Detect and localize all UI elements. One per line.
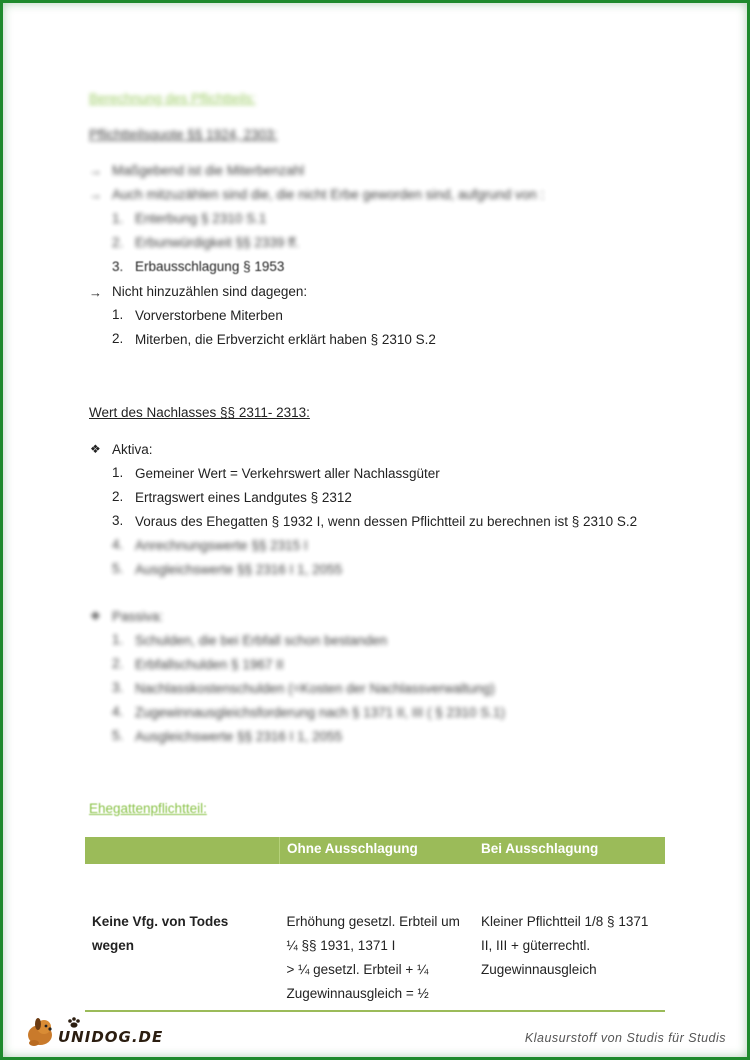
diamond-bullet-icon: ❖ <box>90 442 101 456</box>
cell-line: Zugewinnausgleich = ½ <box>286 986 429 1001</box>
aktiva-item: Voraus des Ehegatten § 1932 I, wenn dessen Pflichtteil zu berechnen ist § 2310 S.2 <box>135 514 638 529</box>
berechnung-heading: Berechnung des Pflichtteils: <box>89 91 256 106</box>
list-number: 2. <box>112 656 124 671</box>
aktiva-item: Ertragswert eines Landgutes § 2312 <box>135 490 352 505</box>
list-number: 3. <box>112 259 124 274</box>
passiva-item: Zugewinnausgleichsforderung nach § 1371 II, III ( § 2310 S.1) <box>135 705 505 720</box>
table-cell-ohne <box>280 864 475 1011</box>
row-label: Keine Vfg. von Todes wegen <box>92 914 229 953</box>
arrow-icon: → <box>89 163 102 178</box>
list-item: Vorverstorbene Miterben <box>135 308 283 323</box>
arrow-item-3: Nicht hinzuzählen sind dagegen: <box>112 284 308 299</box>
list-number: 2. <box>112 331 124 346</box>
list-number: 1. <box>112 465 124 480</box>
diamond-bullet-icon: ❖ <box>90 609 101 623</box>
table-cell-bei <box>474 864 665 1011</box>
table-header-cell <box>85 837 280 864</box>
list-number: 1. <box>112 211 124 226</box>
passiva-item: Nachlasskostenschulden (=Kosten der Nachlassverwaltung) <box>135 681 495 696</box>
list-number: 4. <box>112 537 124 552</box>
table-header-cell: Bei Ausschlagung <box>474 837 665 864</box>
arrow-item-2: Auch mitzuzählen sind die, die nicht Erbe geworden sind, aufgrund von : <box>112 187 545 202</box>
list-number: 1. <box>112 632 124 647</box>
cell-line: ¼ §§ 1931, 1371 I <box>286 938 396 953</box>
list-number: 2. <box>112 235 124 250</box>
passiva-item: Erbfallschulden § 1967 II <box>135 657 284 672</box>
cell-line: Kleiner Pflichtteil 1/8 § 1371 <box>481 914 649 929</box>
cell-line: Zugewinnausgleich <box>481 962 597 977</box>
table-row <box>85 864 665 1011</box>
cell-line: Erhöhung gesetzl. Erbteil um <box>286 914 460 929</box>
list-number: 5. <box>112 561 124 576</box>
quote-heading: Pflichtteilsquote §§ 1924, 2303: <box>89 127 278 142</box>
logo-text: UNIDOG.DE <box>58 1028 164 1046</box>
pflichtteil-table <box>85 837 665 1012</box>
list-item: Miterben, die Erbverzicht erklärt haben § 2310 S.2 <box>135 332 436 347</box>
list-number: 2. <box>112 489 124 504</box>
cell-line: > ¼ gesetzl. Erbteil + ¼ <box>286 962 429 977</box>
list-number: 1. <box>112 307 124 322</box>
passiva-item: Schulden, die bei Erbfall schon bestanden <box>135 633 388 648</box>
aktiva-item: Ausgleichswerte §§ 2316 I 1, 2055 <box>135 562 343 577</box>
table-header-row <box>85 837 665 864</box>
passiva-item: Ausgleichswerte §§ 2316 I 1, 2055 <box>135 729 343 744</box>
list-number: 4. <box>112 704 124 719</box>
arrow-icon: → <box>89 285 102 300</box>
list-item: Erbunwürdigkeit §§ 2339 ff. <box>135 235 300 250</box>
list-item: Erbausschlagung § 1953 <box>135 259 285 274</box>
list-item: Enterbung § 2310 S.1 <box>135 211 267 226</box>
passiva-label: Passiva: <box>112 609 164 624</box>
cell-line: II, III + güterrechtl. <box>481 938 591 953</box>
aktiva-item: Anrechnungswerte §§ 2315 I <box>135 538 308 553</box>
aktiva-label: Aktiva: <box>112 442 153 457</box>
list-number: 3. <box>112 680 124 695</box>
list-number: 5. <box>112 728 124 743</box>
ehegatten-heading: Ehegattenpflichtteil: <box>89 801 207 816</box>
aktiva-item: Gemeiner Wert = Verkehrswert aller Nachlassgüter <box>135 466 440 481</box>
arrow-item-1: Maßgebend ist die Miterbenzahl <box>112 163 305 178</box>
arrow-icon: → <box>89 187 102 202</box>
wert-heading: Wert des Nachlasses §§ 2311- 2313: <box>89 405 310 420</box>
list-number: 3. <box>112 513 124 528</box>
table-header-cell: Ohne Ausschlagung <box>280 837 475 864</box>
footer-tagline: Klausurstoff von Studis für Studis <box>524 1031 726 1045</box>
